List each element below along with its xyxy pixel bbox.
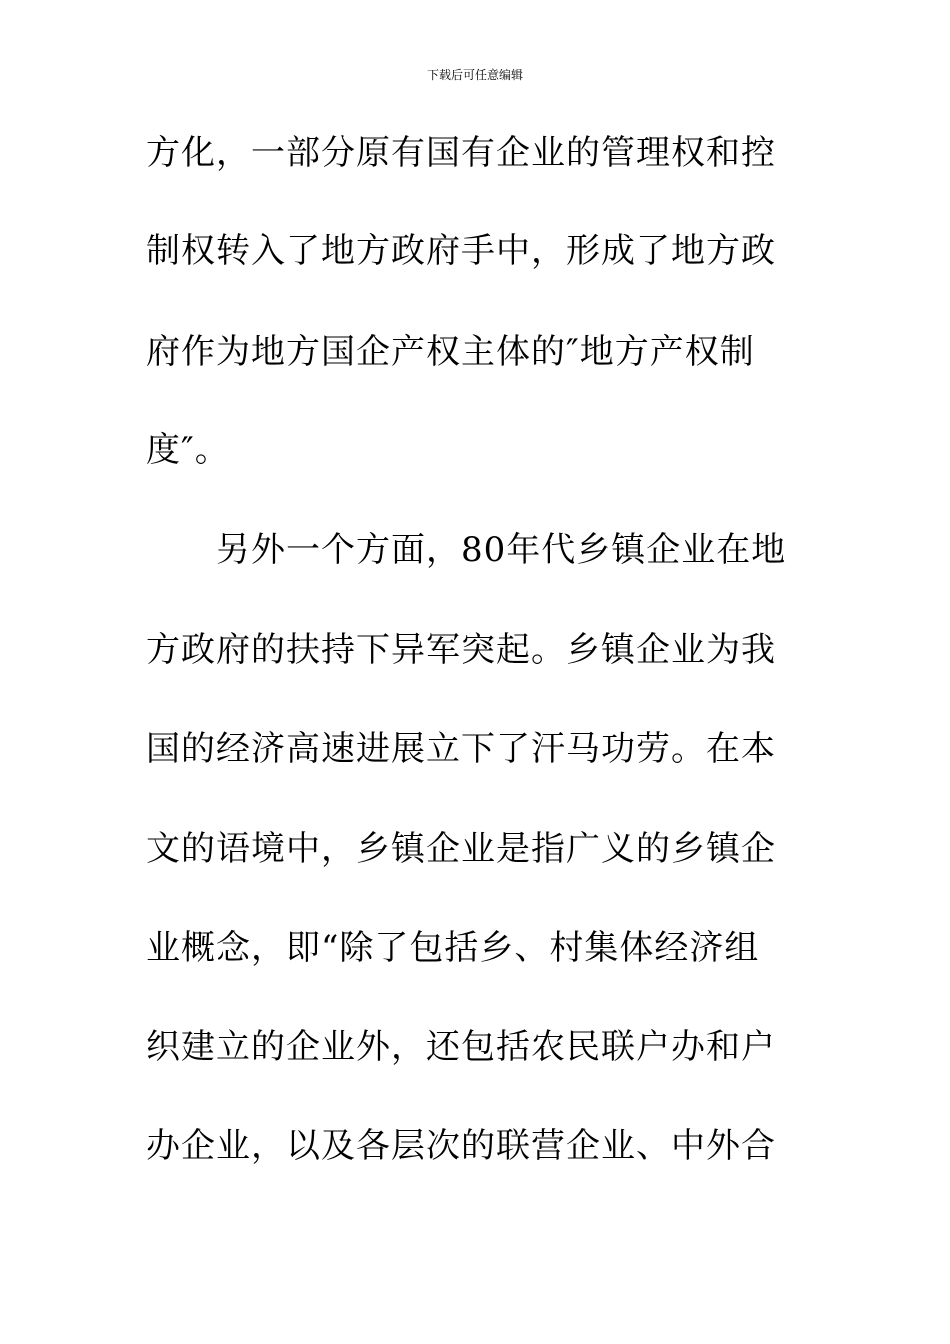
paragraph-2-line-5: 业概念，即“除了包括乡、村集体经济组 bbox=[146, 928, 760, 968]
paragraph-2-line-1: 另外一个方面，80年代乡镇企业在地 bbox=[216, 530, 787, 570]
paragraph-2-line-6: 织建立的企业外，还包括农民联户办和户 bbox=[146, 1027, 776, 1067]
paragraph-2-line-4: 文的语境中，乡镇企业是指广义的乡镇企 bbox=[146, 829, 776, 869]
paragraph-1-line-3: 府作为地方国企产权主体的″地方产权制 bbox=[146, 332, 755, 372]
paragraph-2-line-7: 办企业，以及各层次的联营企业、中外合 bbox=[146, 1126, 776, 1166]
page-header-note: 下载后可任意编辑 bbox=[426, 68, 523, 82]
paragraph-1-line-2: 制权转入了地方政府手中，形成了地方政 bbox=[146, 231, 776, 271]
paragraph-1-line-1: 方化，一部分原有国有企业的管理权和控 bbox=[146, 133, 776, 173]
paragraph-2-line-3: 国的经济高速进展立下了汗马功劳。在本 bbox=[146, 729, 776, 769]
paragraph-2-line-2: 方政府的扶持下异军突起。乡镇企业为我 bbox=[146, 630, 776, 670]
paragraph-1-line-4: 度″。 bbox=[146, 430, 230, 470]
